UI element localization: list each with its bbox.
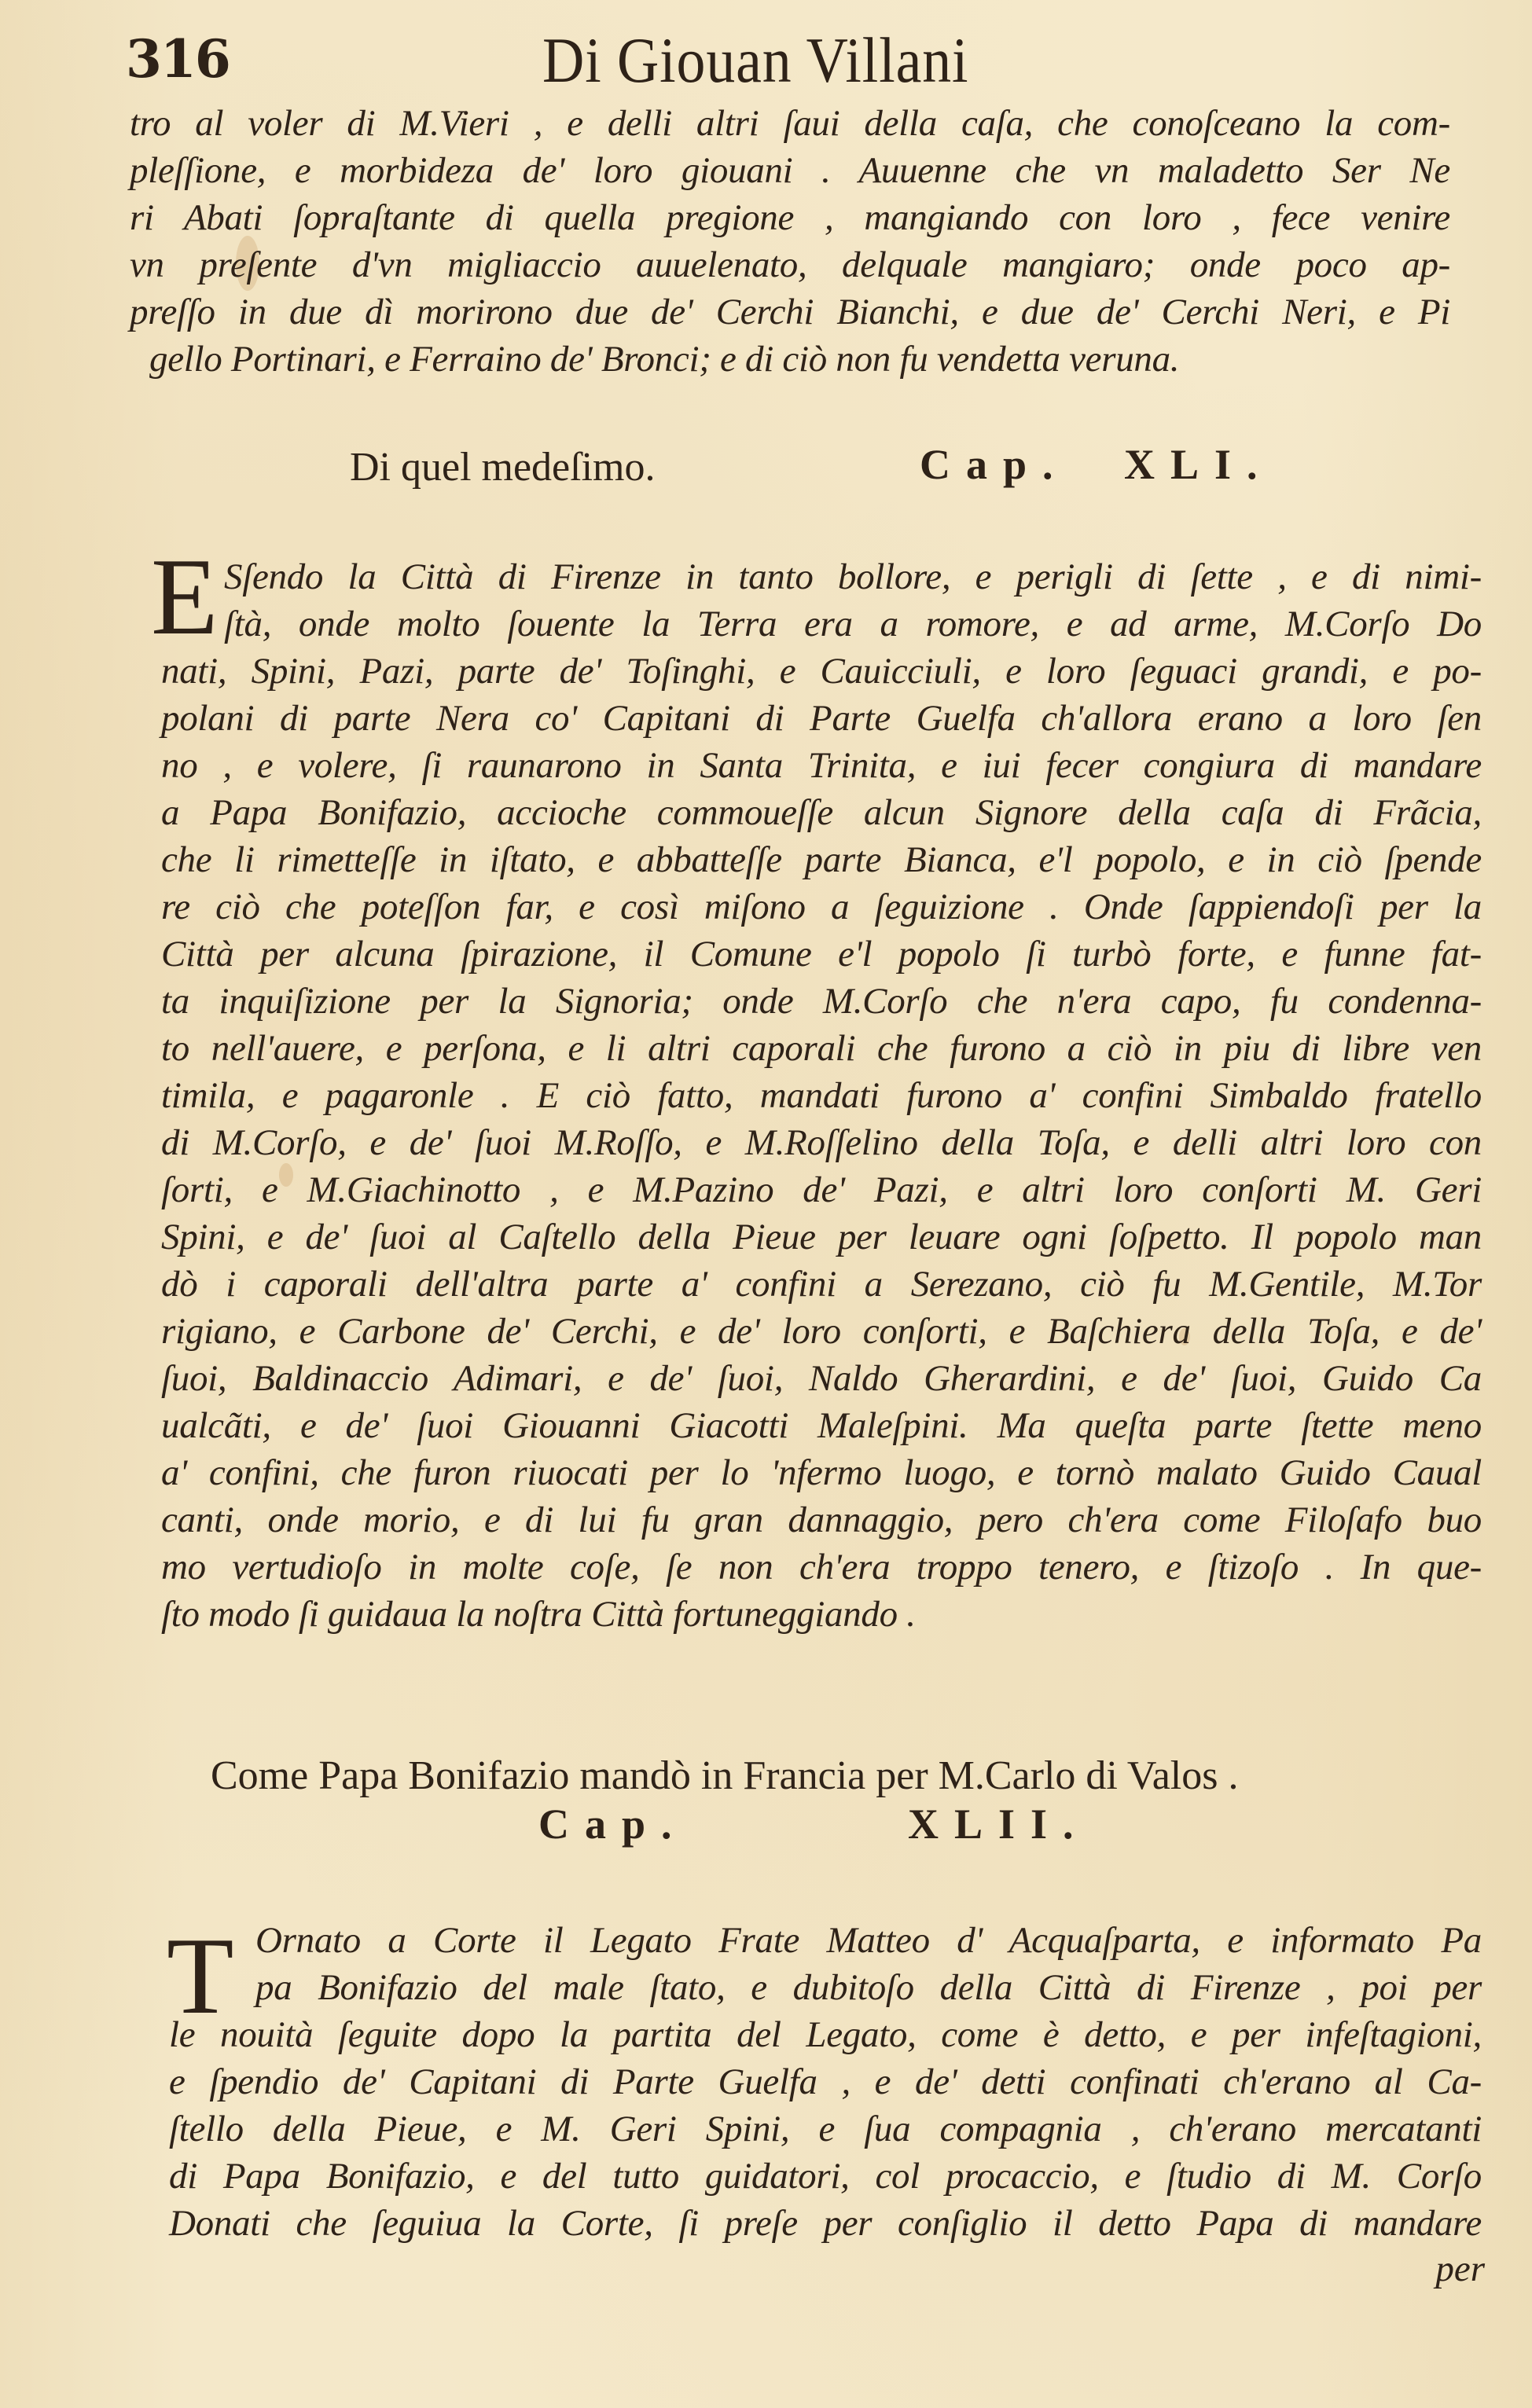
text-line: canti, onde morio, e di lui fu gran dannaggio, pero ch'era come Filoſafo buo xyxy=(161,1499,1482,1540)
text-line: pleſſione, e morbideza de' loro giouani . Auuenne che vn maladetto Ser Ne xyxy=(130,150,1450,191)
text-line: to nell'auere, e perſona, e li altri caporali che furono a ciò in piu di libre ven xyxy=(161,1028,1482,1069)
text-line: ſtello della Pieue, e M. Geri Spini, e ſua compagnia , ch'erano mercatanti xyxy=(169,2109,1482,2149)
text-line: e ſpendio de' Capitani di Parte Guelfa , e de' detti confinati ch'erano al Ca- xyxy=(169,2061,1482,2102)
text-line: Sſendo la Città di Firenze in tanto bollore, e perigli di ſette , e di nimi- xyxy=(224,556,1482,597)
text-line: Città per alcuna ſpirazione, il Comune e'l popolo ſi turbò forte, e funne fat- xyxy=(161,934,1482,975)
text-line: ri Abati ſopraſtante di quella pregione , mangiando con loro , fece venire xyxy=(130,197,1450,238)
text-line: di Papa Bonifazio, e del tutto guidatori, col procaccio, e ſtudio di M. Corſo xyxy=(169,2156,1482,2197)
text-line: rigiano, e Carbone de' Cerchi, e de' loro conſorti, e Baſchiera della Toſa, e de' xyxy=(161,1311,1482,1352)
text-line: Ornato a Corte il Legato Frate Matteo d' Acquaſparta, e informato Pa xyxy=(255,1920,1482,1961)
text-line: dò i caporali dell'altra parte a' confini a Serezano, ciò fu M.Gentile, M.Tor xyxy=(161,1264,1482,1305)
text-line: no , e volere, ſi raunarono in Santa Trinita, e iui fecer congiura di mandare xyxy=(161,745,1482,786)
chapter-42-number: XLII. xyxy=(908,1800,1089,1848)
page-header xyxy=(126,24,1478,110)
catchword: per xyxy=(1435,2248,1485,2289)
text-line: mo vertudioſo in molte coſe, ſe non ch'era troppo tenero, e ſtizoſo . In que- xyxy=(161,1547,1482,1588)
text-line: ſto modo ſi guidaua la noſtra Città fortuneggiando . xyxy=(161,1594,916,1635)
chapter-41-number: XLI. xyxy=(1124,441,1273,488)
text-line: ſorti, e M.Giachinotto , e M.Pazino de' Pazi, e altri loro conſorti M. Geri xyxy=(161,1169,1482,1210)
text-line: re ciò che poteſſon far, e così miſono a ſeguizione . Onde ſappiendoſi per la xyxy=(161,886,1482,927)
text-line: di M.Corſo, e de' ſuoi M.Roſſo, e M.Roſſelino della Toſa, e delli altri loro con xyxy=(161,1122,1482,1163)
text-line: tro al voler di M.Vieri , e delli altri ſaui della caſa, che conoſceano la com- xyxy=(130,103,1450,144)
page-number: 316 xyxy=(126,28,230,90)
text-line: ta inquiſizione per la Signoria; onde M.Corſo che n'era capo, fu condenna- xyxy=(161,981,1482,1022)
text-line: le nouità ſeguite dopo la partita del Legato, come è detto, e per infeſtagioni, xyxy=(169,2014,1482,2055)
text-line: timila, e pagaronle . E ciò fatto, mandati furono a' confini Simbaldo fratello xyxy=(161,1075,1482,1116)
text-line: a Papa Bonifazio, accioche commoueſſe alcun Signore della caſa di Frãcia, xyxy=(161,792,1482,833)
text-line: Spini, e de' ſuoi al Caſtello della Pieue per leuare ogni ſoſpetto. Il popolo man xyxy=(161,1217,1482,1257)
text-line: nati, Spini, Pazi, parte de' Toſinghi, e Cauicciuli, e loro ſeguaci grandi, e po- xyxy=(161,651,1482,692)
text-line: ualcãti, e de' ſuoi Giouanni Giacotti Maleſpini. Ma queſta parte ſtette meno xyxy=(161,1405,1482,1446)
text-line: ſtà, onde molto ſouente la Terra era a romore, e ad arme, M.Corſo Do xyxy=(224,604,1482,644)
chapter-42-cap-label: Cap. xyxy=(538,1800,688,1848)
text-line: gello Portinari, e Ferraino de' Bronci; e di ciò non fu vendetta veruna. xyxy=(149,339,1180,380)
chapter-41-cap-label: Cap. xyxy=(920,441,1069,488)
chapter-41-title: Di quel medeſimo. xyxy=(350,445,656,490)
drop-cap-t: T xyxy=(167,1915,234,2037)
text-line: pa Bonifazio del male ſtato, e dubitoſo della Città di Firenze , poi per xyxy=(255,1967,1482,2008)
text-line: Donati che ſeguiua la Corte, ſi preſe per conſiglio il detto Papa di mandare xyxy=(169,2203,1482,2244)
text-line: ſuoi, Baldinaccio Adimari, e de' ſuoi, Naldo Gherardini, e de' ſuoi, Guido Ca xyxy=(161,1358,1482,1399)
text-line: preſſo in due dì morirono due de' Cerchi Bianchi, e due de' Cerchi Neri, e Pi xyxy=(130,292,1450,332)
running-head: Di Giouan Villani xyxy=(542,24,969,96)
text-line: polani di parte Nera co' Capitani di Parte Guelfa ch'allora erano a loro ſen xyxy=(161,698,1482,739)
text-line: che li rimetteſſe in iſtato, e abbatteſſe parte Bianca, e'l popolo, e in ciò ſpende xyxy=(161,839,1482,880)
text-line: a' confini, che furon riuocati per lo 'nfermo luogo, e tornò malato Guido Caual xyxy=(161,1452,1482,1493)
text-line: vn preſente d'vn migliaccio auuelenato, delquale mangiaro; onde poco ap- xyxy=(130,244,1450,285)
chapter-42-title: Come Papa Bonifazio mandò in Francia per M.Carlo di Valos . xyxy=(211,1753,1239,1798)
drop-cap-e: E xyxy=(151,536,219,658)
